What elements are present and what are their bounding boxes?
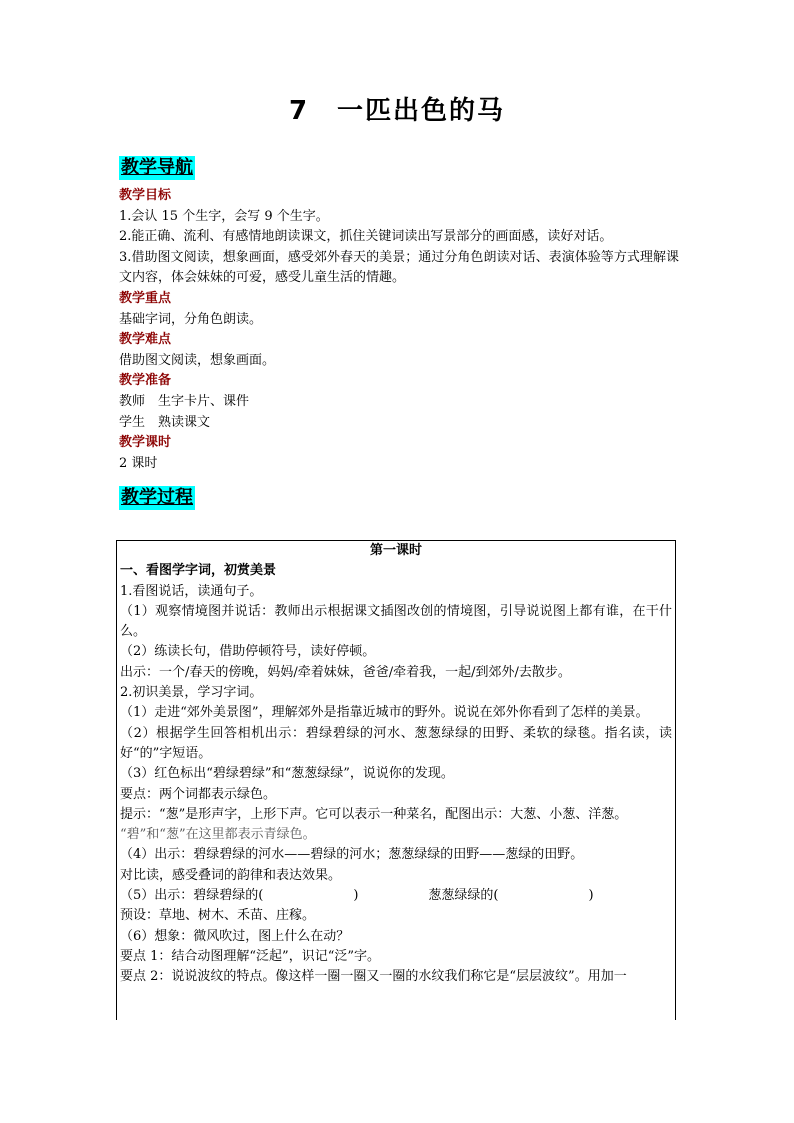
guide-line: 2.能正确、流利、有感情地朗读课文，抓住关键词读出写景部分的画面感，读好对话。 — [119, 229, 613, 245]
guide-heading: 教学课时 — [119, 435, 172, 451]
lesson-line: （3）红色标出“碧绿碧绿”和“葱葱绿绿”，说说你的发现。 — [120, 766, 454, 782]
lesson-line: 出示：一个/春天的傍晚，妈妈/牵着妹妹，爸爸/牵着我，一起/到郊外/去散步。 — [120, 664, 571, 680]
lesson-line: 对比读，感受叠词的韵律和表达效果。 — [120, 867, 342, 883]
page-title: 7 一匹出色的马 — [288, 96, 506, 126]
guide-heading: 教学重点 — [119, 290, 172, 306]
guide-line: 教师 生字卡片、课件 — [119, 393, 250, 409]
lesson-line: 要点：两个词都表示绿色。 — [120, 786, 277, 802]
lesson-line: 要点 2：说说波纹的特点。像这样一圈一圈又一圈的水纹我们称它是“层层波纹”。用加一 — [120, 969, 627, 985]
fill-prompt-a: （5）出示：碧绿碧绿的( — [120, 888, 264, 904]
teaching-guide — [119, 186, 679, 474]
fill-prompt-b: 葱葱绿绿的( — [428, 888, 499, 904]
lesson-line: 预设：草地、树木、禾苗、庄稼。 — [120, 908, 316, 924]
lesson-line: （4）出示：碧绿碧绿的河水——碧绿的河水；葱葱绿绿的田野——葱绿的田野。 — [120, 847, 584, 863]
section-heading: 一、看图学字词，初赏美景 — [120, 563, 277, 579]
guide-line: 2 课时 — [119, 455, 158, 471]
lesson-line: （6）想象：微风吹过，图上什么在动？ — [120, 928, 350, 944]
section-banner-teaching-navigation: 教学导航 — [121, 157, 193, 178]
lesson-line: 2.初识美景，学习字词。 — [120, 685, 263, 701]
lesson-table — [116, 540, 676, 1020]
fill-close-b: ) — [588, 888, 594, 904]
lesson-line: （1）走进“郊外美景图”，理解郊外是指靠近城市的野外。说说在郊外你看到了怎样的美景。 — [120, 705, 649, 721]
fill-in-line — [120, 886, 672, 906]
guide-heading: 教学难点 — [119, 332, 172, 348]
lesson-line: （2）根据学生回答相机出示：碧绿碧绿的河水、葱葱绿绿的田野、柔软的绿毯。指名读，读好“的”字短语。 — [120, 725, 672, 761]
lesson-line: 1.看图说话，读通句子。 — [120, 583, 263, 599]
lesson-line: 要点 1：结合动图理解“泛起”，识记“泛”字。 — [120, 948, 380, 964]
guide-line: 基础字词，分角色朗读。 — [119, 311, 263, 327]
period-title: 第一课时 — [369, 543, 422, 558]
lesson-note: “碧”和“葱”在这里都表示青绿色。 — [120, 827, 316, 843]
section-banner-teaching-process: 教学过程 — [121, 487, 193, 508]
lesson-line: 提示：“葱”是形声字，上形下声。它可以表示一种菜名，配图出示：大葱、小葱、洋葱。 — [120, 806, 628, 822]
fill-close-a: ) — [353, 888, 359, 904]
guide-line: 学生 熟读课文 — [119, 414, 211, 430]
guide-heading: 教学目标 — [119, 188, 172, 203]
lesson-line: （2）练读长句，借助停顿符号，读好停顿。 — [120, 644, 376, 660]
guide-line: 3.借助图文阅读，想象画面，感受郊外春天的美景；通过分角色朗读对话、表演体验等方式理解课文内容，体会妹妹的可爱，感受儿童生活的情趣。 — [119, 249, 679, 286]
guide-line: 借助图文阅读，想象画面。 — [119, 352, 276, 368]
guide-line: 1.会认 15 个生字，会写 9 个生字。 — [119, 208, 329, 224]
lesson-line: （1）观察情境图并说话：教师出示根据课文插图改创的情境图，引导说说图上都有谁，在干什么。 — [120, 603, 672, 640]
guide-heading: 教学准备 — [119, 373, 172, 389]
